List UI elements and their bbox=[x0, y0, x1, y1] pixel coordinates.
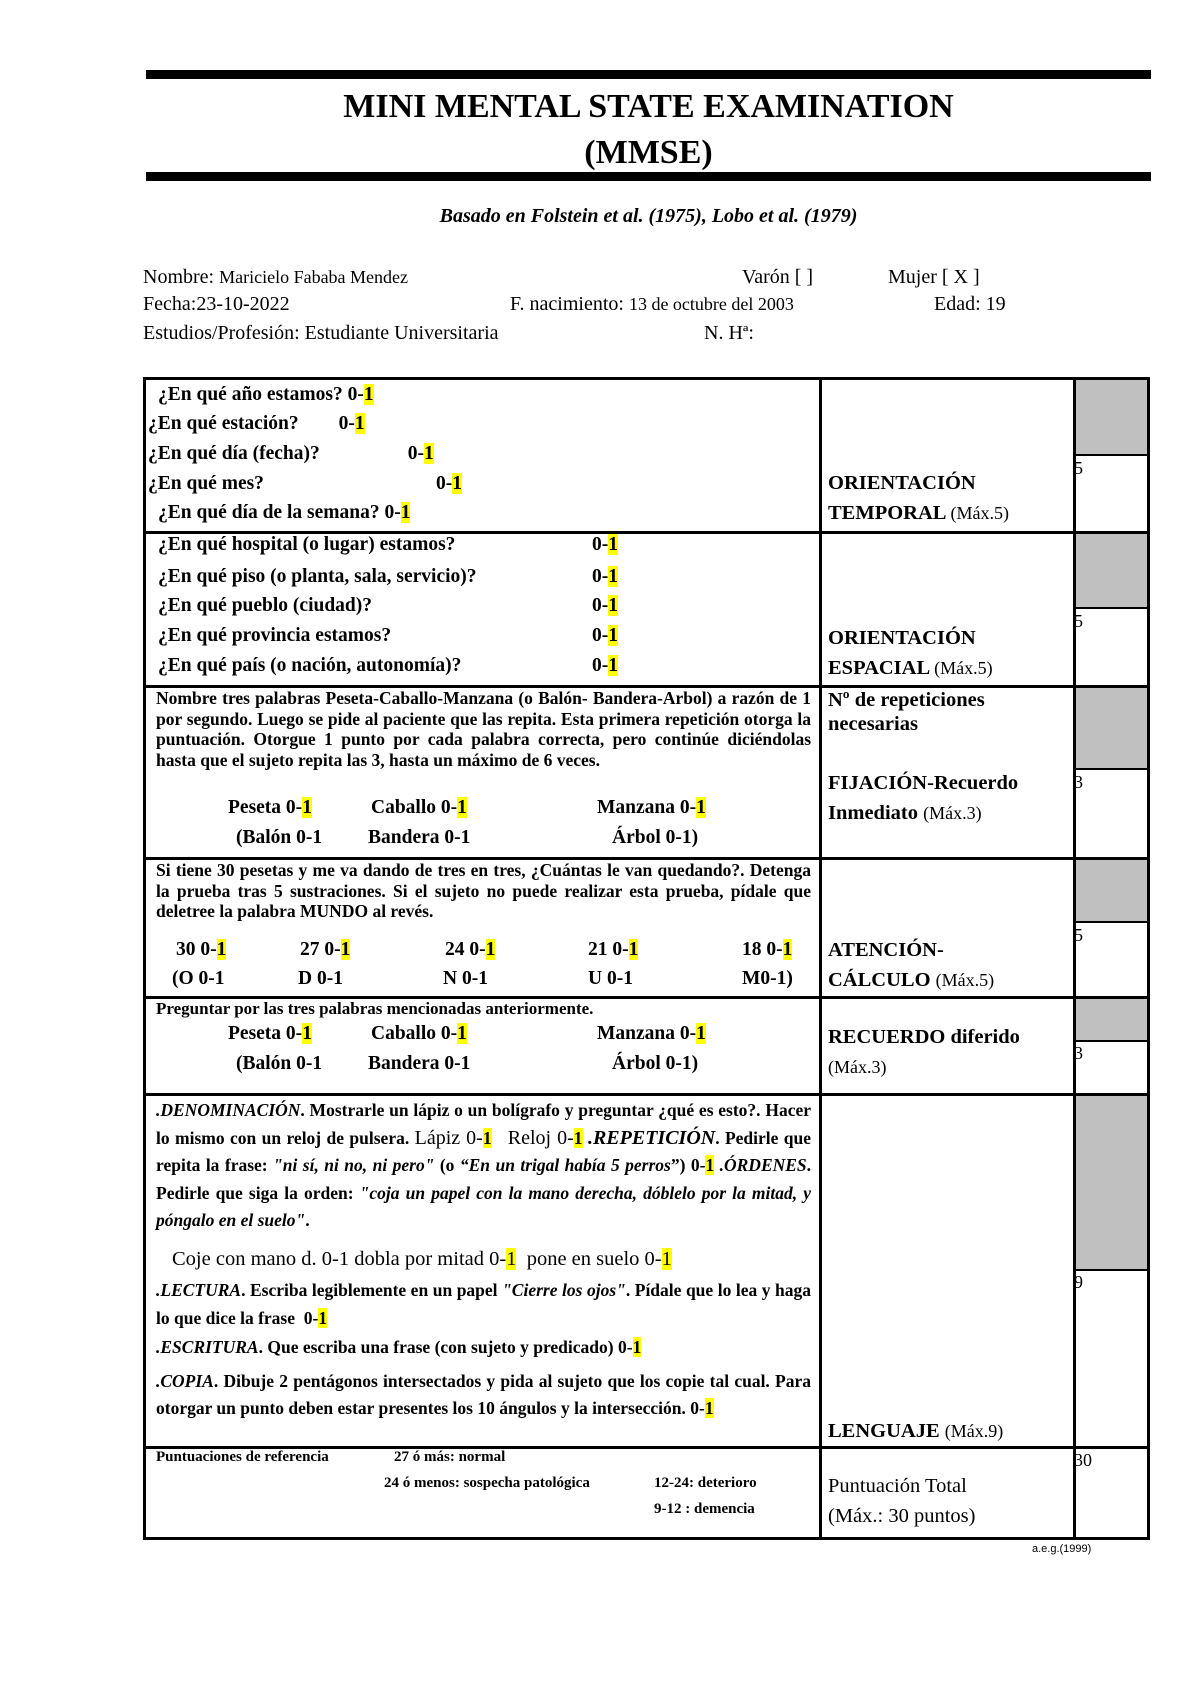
espacial-score-q5: 0-1 bbox=[592, 655, 618, 676]
ordenes-scores: Coje con mano d. 0-1 dobla por mitad 0-1 pone en suelo 0-1 bbox=[172, 1248, 672, 1270]
lenguaje-label: LENGUAJE (Máx.9) bbox=[828, 1420, 1004, 1442]
atencion-24: 24 0-1 bbox=[445, 939, 496, 960]
fijacion-alt-arbol: Árbol 0-1) bbox=[612, 827, 699, 848]
nacimiento-field: F. nacimiento: 13 de octubre del 2003 bbox=[510, 293, 794, 315]
atencion-30: 30 0-1 bbox=[176, 939, 227, 960]
temporal-label: ORIENTACIÓN TEMPORAL (Máx.5) bbox=[828, 472, 1009, 524]
espacial-score-q4: 0-1 bbox=[592, 625, 618, 646]
recuerdo-instructions: Preguntar por las tres palabras mencionadas anteriormente. bbox=[156, 999, 594, 1018]
lenguaje-score: 9 bbox=[1074, 1272, 1083, 1292]
subtitle: Basado en Folstein et al. (1975), Lobo et al. (1979) bbox=[439, 205, 858, 227]
recuerdo-alt-balon: (Balón 0-1 bbox=[236, 1053, 323, 1074]
nombre-field: Nombre: Maricielo Fababa Mendez bbox=[143, 266, 409, 288]
shade-block bbox=[1076, 998, 1147, 1040]
lenguaje-block: .DENOMINACIÓN. Mostrarle un lápiz o un bolígrafo y preguntar ¿qué es esto?. Hacer lo mismo con un reloj de pulsera. Lápiz 0-1 Reloj 0-1 .REPETICIÓN. Pedirle que repita la frase: "ni sí, ni no, ni pero" (o “En un trigal había 5 perros”) 0-1 .ÓRDENES. Pedirle que siga la orden: "coja un papel con la mano derecha, dóblelo por la mitad, y póngalo en el suelo". bbox=[156, 1100, 812, 1230]
temporal-q2: ¿En qué estación? 0-1 bbox=[148, 413, 365, 434]
credit: a.e.g.(1999) bbox=[1032, 1543, 1092, 1555]
top-rule bbox=[146, 70, 1151, 79]
score-divider bbox=[1076, 454, 1147, 456]
espacial-q2: ¿En qué piso (o planta, sala, servicio)? bbox=[158, 566, 477, 587]
shade-block bbox=[1076, 533, 1147, 607]
espacial-q4: ¿En qué provincia estamos? bbox=[158, 625, 392, 646]
atencion-N: N 0-1 bbox=[443, 968, 488, 989]
shade-block bbox=[1076, 1095, 1147, 1269]
espacial-q5: ¿En qué país (o nación, autonomía)? bbox=[158, 655, 462, 676]
edad-field: Edad: 19 bbox=[934, 293, 1006, 315]
temporal-q5: ¿En qué día de la semana? 0-1 bbox=[158, 502, 411, 523]
atencion-O: (O 0-1 bbox=[172, 968, 225, 989]
referencia-demencia: 9-12 : demencia bbox=[654, 1501, 755, 1517]
total-score: 30 bbox=[1074, 1450, 1092, 1470]
fecha-field: Fecha:23-10-2022 bbox=[143, 293, 290, 315]
atencion-score: 5 bbox=[1074, 925, 1083, 945]
referencia-sospecha: 24 ó menos: sospecha patológica bbox=[384, 1475, 590, 1491]
recuerdo-word-peseta: Peseta 0-1 bbox=[228, 1023, 312, 1044]
escritura-line: .ESCRITURA. Que escriba una frase (con sujeto y predicado) 0-1 bbox=[156, 1337, 642, 1357]
total-label: Puntuación Total (Máx.: 30 puntos) bbox=[828, 1475, 976, 1527]
fijacion-word-manzana: Manzana 0-1 bbox=[597, 797, 706, 818]
referencia-normal: 27 ó más: normal bbox=[394, 1449, 506, 1465]
column-divider bbox=[819, 380, 822, 1537]
espacial-q3: ¿En qué pueblo (ciudad)? bbox=[158, 595, 373, 616]
assessment-table bbox=[143, 377, 1150, 1540]
score-divider bbox=[1076, 1040, 1147, 1042]
shade-block bbox=[1076, 380, 1147, 454]
fijacion-score: 3 bbox=[1074, 772, 1083, 792]
espacial-score-q2: 0-1 bbox=[592, 566, 618, 587]
espacial-score: 5 bbox=[1074, 611, 1083, 631]
recuerdo-word-caballo: Caballo 0-1 bbox=[371, 1023, 467, 1044]
score-divider bbox=[1076, 768, 1147, 770]
fijacion-label: FIJACIÓN-Recuerdo Inmediato (Máx.3) bbox=[828, 772, 1019, 824]
recuerdo-label: RECUERDO diferido (Máx.3) bbox=[828, 1026, 1020, 1077]
lectura-block: .LECTURA. Escriba legiblemente en un papel "Cierre los ojos". Pídale que lo lea y haga lo que dice la frase 0-1 bbox=[156, 1280, 812, 1328]
score-divider bbox=[1076, 1269, 1147, 1271]
mujer-field: Mujer [ X ] bbox=[888, 266, 980, 288]
fijacion-instructions: Nombre tres palabras Peseta-Caballo-Manzana (o Balón- Bandera-Arbol) a razón de 1 por segundo. Luego se pide al paciente que las repita. Esta primera repetición otorga la puntuación. Otorgue 1 punto por cada palabra correcta, pero continúe diciéndolas hasta que el sujeto repita las 3, hasta un máximo de 6 veces. bbox=[156, 688, 811, 770]
atencion-label: ATENCIÓN- CÁLCULO (Máx.5) bbox=[828, 939, 995, 991]
atencion-D: D 0-1 bbox=[298, 968, 343, 989]
referencia-deterioro: 12-24: deterioro bbox=[654, 1475, 757, 1491]
fijacion-alt-bandera: Bandera 0-1 bbox=[368, 827, 471, 848]
espacial-score-q3: 0-1 bbox=[592, 595, 618, 616]
atencion-M: M0-1) bbox=[742, 968, 793, 989]
fijacion-word-caballo: Caballo 0-1 bbox=[371, 797, 467, 818]
temporal-score: 5 bbox=[1074, 458, 1083, 478]
recuerdo-alt-bandera: Bandera 0-1 bbox=[368, 1053, 471, 1074]
score-divider bbox=[1076, 607, 1147, 609]
atencion-U: U 0-1 bbox=[588, 968, 633, 989]
fijacion-word-peseta: Peseta 0-1 bbox=[228, 797, 312, 818]
shade-block bbox=[1076, 687, 1147, 768]
shade-block bbox=[1076, 859, 1147, 921]
recuerdo-score: 3 bbox=[1074, 1043, 1083, 1063]
espacial-score-q1: 0-1 bbox=[592, 534, 618, 555]
section-divider bbox=[146, 1093, 1147, 1096]
recuerdo-alt-arbol: Árbol 0-1) bbox=[612, 1053, 699, 1074]
atencion-instructions: Si tiene 30 pesetas y me va dando de tres en tres, ¿Cuántas le van quedando?. Detenga la prueba tras 5 sustraciones. Si el sujeto no puede realizar esta prueba, pídale que deletree la palabra MUNDO al revés. bbox=[156, 860, 811, 921]
nh-field: N. Hª: bbox=[704, 322, 754, 344]
atencion-18: 18 0-1 bbox=[742, 939, 793, 960]
temporal-q3: ¿En qué día (fecha)? 0-1 bbox=[148, 443, 434, 464]
espacial-label: ORIENTACIÓN ESPACIAL (Máx.5) bbox=[828, 627, 993, 679]
page-title: MINI MENTAL STATE EXAMINATION (MMSE) bbox=[343, 88, 954, 171]
column-divider bbox=[1073, 380, 1076, 1537]
fijacion-alt-balon: (Balón 0-1 bbox=[236, 827, 323, 848]
fijacion-repeticiones: Nº de repeticiones necesarias bbox=[828, 689, 985, 735]
copia-block: .COPIA. Dibuje 2 pentágonos intersectados y pida al sujeto que los copie tal cual. Para otorgar un punto deben estar presentes los 10 ángulos y la intersección. 0-1 bbox=[156, 1371, 811, 1418]
estudios-field: Estudios/Profesión: Estudiante Universitaria bbox=[143, 322, 499, 344]
varon-field: Varón [ ] bbox=[742, 266, 814, 288]
temporal-q1: ¿En qué año estamos? 0-1 bbox=[158, 384, 374, 405]
atencion-27: 27 0-1 bbox=[300, 939, 351, 960]
score-divider bbox=[1076, 921, 1147, 923]
espacial-q1: ¿En qué hospital (o lugar) estamos? bbox=[158, 534, 456, 555]
recuerdo-word-manzana: Manzana 0-1 bbox=[597, 1023, 706, 1044]
temporal-q4: ¿En qué mes? 0-1 bbox=[148, 473, 462, 494]
atencion-21: 21 0-1 bbox=[588, 939, 639, 960]
title-underline bbox=[146, 172, 1151, 181]
referencia-title: Puntuaciones de referencia bbox=[156, 1449, 329, 1465]
